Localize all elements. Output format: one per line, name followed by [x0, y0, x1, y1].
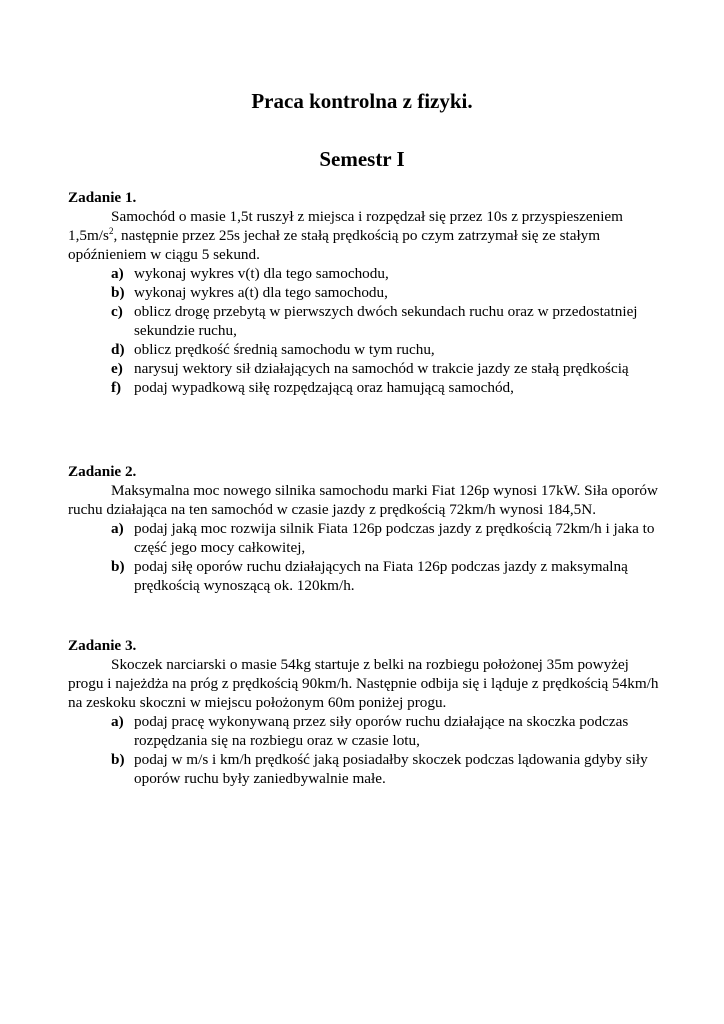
task-item: [68, 283, 668, 302]
item-label: f): [111, 379, 122, 396]
item-label: a): [111, 265, 124, 282]
item-text: podaj jaką moc rozwija silnik Fiata 126p podczas jazdy z prędkością 72km/h i jaka to część jego mocy całkowitej,: [134, 520, 655, 556]
item-text: wykonaj wykres v(t) dla tego samochodu,: [134, 265, 389, 282]
task-item: [68, 264, 668, 283]
task-item: [68, 519, 668, 557]
task-items: [68, 519, 668, 595]
item-label: e): [111, 360, 123, 377]
exponent: 2: [108, 226, 114, 236]
task-heading: Zadanie 3.: [68, 637, 137, 654]
item-text: oblicz prędkość średnią samochodu w tym ruchu,: [134, 341, 435, 358]
item-label: b): [111, 751, 125, 768]
item-label: b): [111, 284, 125, 301]
item-label: d): [111, 341, 125, 358]
task-item: [68, 378, 668, 397]
item-text: podaj wypadkową siłę rozpędzającą oraz hamującą samochód,: [134, 379, 514, 396]
task-intro: Skoczek narciarski o masie 54kg startuje z belki na rozbiegu położonej 35m powyżej progu i najeżdża na próg z prędkością 90km/h. Następnie odbija się i ląduje z prędkością 54km/h na zeskoku skoczni w miejscu położonym 60m poniżej progu.: [68, 656, 659, 711]
item-text: wykonaj wykres a(t) dla tego samochodu,: [134, 284, 388, 301]
item-text: podaj pracę wykonywaną przez siły oporów ruchu działające na skoczka podczas rozpędzania się na rozbiegu oraz w czasie lotu,: [134, 713, 629, 749]
task-intro: Maksymalna moc nowego silnika samochodu marki Fiat 126p wynosi 17kW. Siła oporów ruchu działająca na ten samochód w czasie jazdy z prędkością 72km/h wynosi 184,5N.: [68, 482, 658, 518]
item-label: a): [111, 520, 124, 537]
page-subtitle: Semestr I: [319, 147, 405, 171]
task-intro: [68, 207, 668, 264]
task-item: [68, 359, 668, 378]
task-3: [68, 636, 668, 788]
task-intro-text-cont: , następnie przez 25s jechał ze stałą prędkością po czym zatrzymał się ze stałym opóźnieniem w ciągu 5 sekund.: [68, 227, 601, 263]
item-text: narysuj wektory sił działających na samochód w trakcie jazdy ze stałą prędkością: [134, 360, 629, 377]
item-text: podaj siłę oporów ruchu działających na Fiata 126p podczas jazdy z maksymalną prędkością wynoszącą ok. 120km/h.: [134, 558, 628, 594]
item-label: c): [111, 303, 123, 320]
item-label: b): [111, 558, 125, 575]
task-item: [68, 302, 668, 340]
task-heading: Zadanie 2.: [68, 463, 137, 480]
task-item: [68, 750, 668, 788]
task-item: [68, 340, 668, 359]
task-heading: Zadanie 1.: [68, 189, 137, 206]
task-1: [68, 188, 668, 397]
task-items: [68, 264, 668, 397]
task-item: [68, 712, 668, 750]
item-text: podaj w m/s i km/h prędkość jaką posiadałby skoczek podczas lądowania gdyby siły oporów ruchu były zaniedbywalnie małe.: [134, 751, 648, 787]
task-2: [68, 462, 668, 595]
item-label: a): [111, 713, 124, 730]
task-items: [68, 712, 668, 788]
item-text: oblicz drogę przebytą w pierwszych dwóch sekundach ruchu oraz w przedostatniej sekundzie ruchu,: [134, 303, 638, 339]
page-title: Praca kontrolna z fizyki.: [251, 89, 473, 113]
task-item: [68, 557, 668, 595]
task-intro-text: Samochód o masie 1,5t ruszył z miejsca i rozpędzał się przez 10s z przyspieszeniem 1,5m/s: [68, 208, 623, 244]
